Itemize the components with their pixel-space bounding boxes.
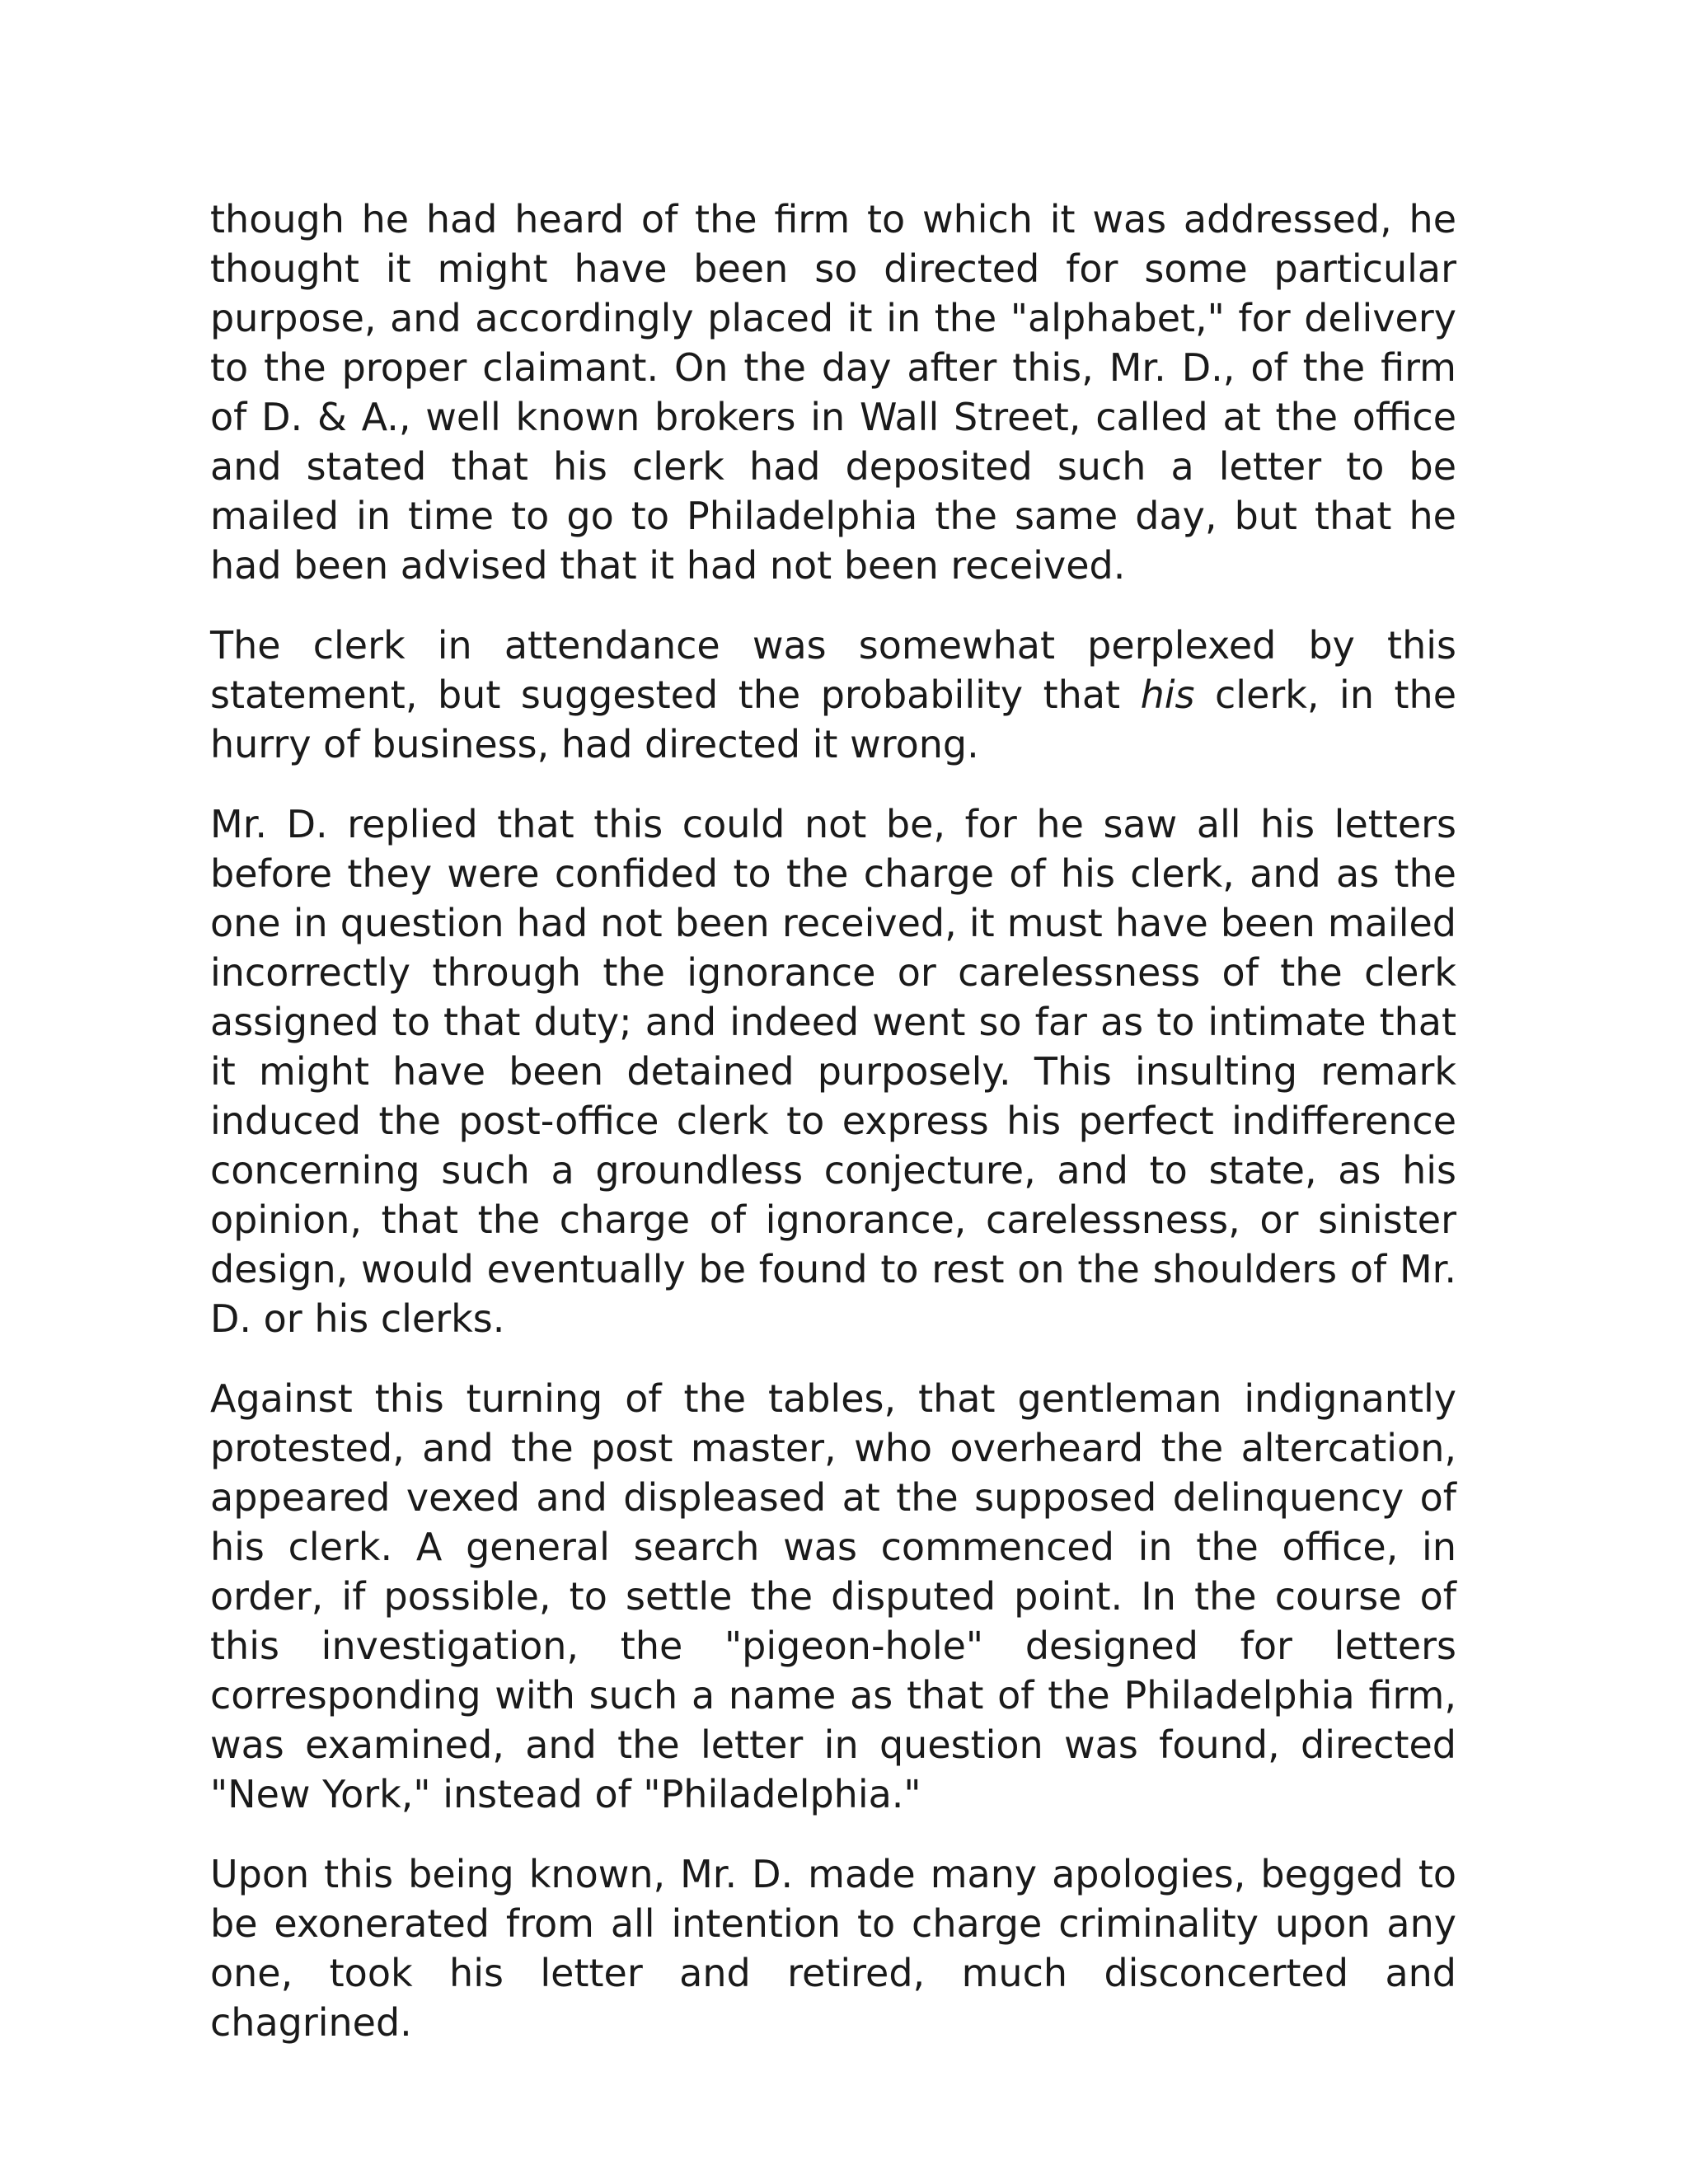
paragraph-2-after: clerk, in the hurry of business, had directed it wrong. (210, 673, 1456, 766)
paragraph-3: Mr. D. replied that this could not be, for he saw all his letters before they were confided to the charge of his clerk, and as the one in question had not been received, it must have been mailed incorrectly through the ignorance or carelessness of the clerk assigned to that duty; and indeed went so far as to intimate that it might have been detained purposely. This insulting remark induced the post-office clerk to express his perfect indifference concerning such a groundless conjecture, and to state, as his opinion, that the charge of ignorance, carelessness, or sinister design, would eventually be found to rest on the shoulders of Mr. D. or his clerks. (210, 802, 1456, 1341)
paragraph-1: though he had heard of the firm to which it was addressed, he thought it might have been so directed for some particular purpose, and accordingly placed it in the "alphabet," for delivery to the proper claimant. On the day after this, Mr. D., of the firm of D. & A., well known brokers in Wall Street, called at the office and stated that his clerk had deposited such a letter to be mailed in time to go to Philadelphia the same day, but that he had been advised that it had not been received. (210, 197, 1456, 588)
emphasis-his: his (1140, 673, 1195, 717)
paragraph-4: Against this turning of the tables, that gentleman indignantly protested, and the post master, who overheard the altercation, appeared vexed and displeased at the supposed delinquency of his clerk. A general search was commenced in the office, in order, if possible, to settle the disputed point. In the course of this investigation, the "pigeon-hole" designed for letters corresponding with such a name as that of the Philadelphia firm, was examined, and the letter in question was found, directed "New York," instead of "Philadelphia." (210, 1376, 1456, 1816)
body-text (210, 194, 1456, 2047)
paragraph-2-before: The clerk in attendance was somewhat perplexed by this statement, but suggested the probability that (210, 623, 1456, 717)
paragraph-2 (210, 621, 1456, 769)
paragraph-5: Upon this being known, Mr. D. made many apologies, begged to be exonerated from all intention to charge criminality upon any one, took his letter and retired, much disconcerted and chagrined. (210, 1852, 1456, 2045)
